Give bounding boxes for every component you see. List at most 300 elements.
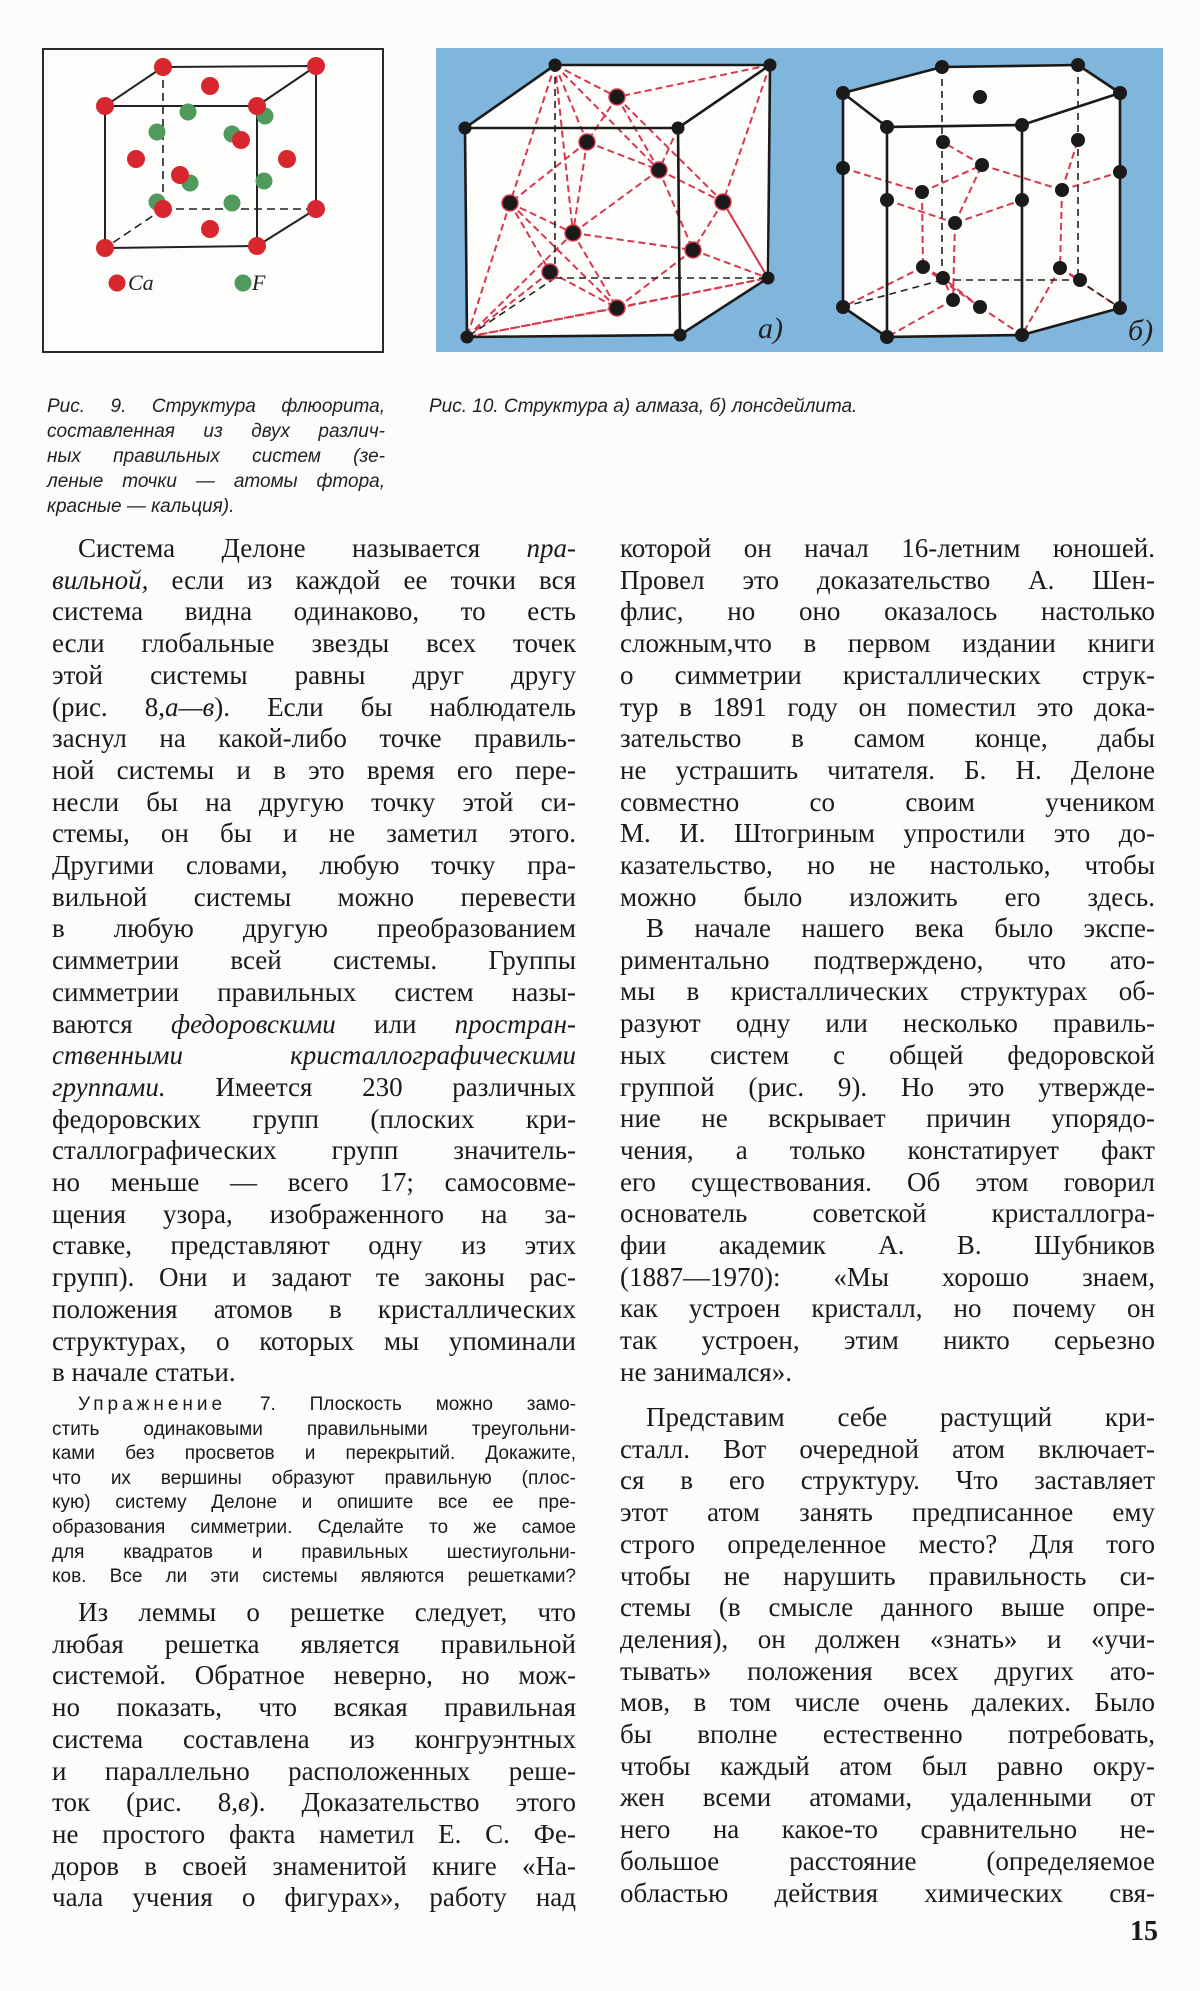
figure-10-diamond-lonsdaleite <box>436 48 1163 352</box>
carbon-atom <box>565 225 581 241</box>
text-run: риментально подтверждено, что ато- <box>620 944 1155 975</box>
text-line <box>620 1230 1155 1262</box>
line-text <box>52 1468 576 1489</box>
line-text <box>620 1040 1155 1070</box>
line-text <box>52 1566 576 1587</box>
text-run: разуют одну или несколько правиль- <box>620 1008 1155 1039</box>
carbon-atom <box>836 161 850 175</box>
calcium-atom <box>171 166 189 184</box>
text-run: в начале статьи. <box>52 1357 236 1388</box>
line-text <box>620 1008 1155 1038</box>
line-text <box>52 1040 576 1070</box>
text-line <box>620 1103 1155 1135</box>
text-run: (1887—1970): «Мы хорошо знаем, <box>620 1261 1155 1292</box>
text-run: положения атомов в кристаллических <box>52 1293 576 1324</box>
text-run: фии академик А. В. Шубников <box>620 1230 1155 1261</box>
line-text <box>620 1135 1155 1165</box>
text-line <box>52 1072 576 1104</box>
text-run: строго определенное место? Для того <box>620 1528 1155 1559</box>
text-line <box>52 1516 576 1541</box>
line-text <box>52 882 576 912</box>
calcium-atom <box>96 97 114 115</box>
text-line <box>620 882 1155 914</box>
text-run: казательство, но не настолько, чтобы <box>620 850 1155 881</box>
text-line <box>620 1751 1155 1783</box>
line-text <box>52 1724 576 1754</box>
text-run: совместно со своим учеником <box>620 786 1155 817</box>
text-line <box>52 1819 576 1851</box>
text-run: которой он начал 16-летним юношей. <box>620 533 1155 563</box>
line-text <box>52 787 576 817</box>
text-line <box>52 565 576 597</box>
line-text <box>620 818 1155 848</box>
line-text <box>52 1629 576 1659</box>
text-line <box>52 1009 576 1041</box>
carbon-atom <box>1071 58 1085 72</box>
text-line <box>620 1592 1155 1624</box>
text-run: чала учения о фигурах», работу над <box>52 1882 576 1913</box>
cube-edge <box>105 67 163 106</box>
carbon-atom <box>836 86 850 100</box>
text-run: и параллельно расположенных реше- <box>52 1755 576 1786</box>
text-line <box>620 913 1155 945</box>
text-line <box>620 1293 1155 1325</box>
line-text <box>52 723 576 753</box>
line-text <box>52 1660 576 1690</box>
text-run: не простого факта наметил Е. С. Фе- <box>52 1818 576 1849</box>
carbon-atom <box>880 120 894 134</box>
text-run: что их вершины образуют правильную (плос- <box>52 1467 576 1489</box>
text-run: система составлена из конгруэнтных <box>52 1723 576 1754</box>
text-run: кую) систему Делоне и опишите все ее пре- <box>52 1492 576 1514</box>
text-run: ставке, представляют одну из этих <box>52 1230 576 1261</box>
text-line <box>620 1529 1155 1561</box>
carbon-atom <box>1113 301 1127 315</box>
text-run: симметрии правильных систем назы- <box>52 976 576 1007</box>
calcium-atom <box>154 200 172 218</box>
line-text <box>620 1719 1155 1749</box>
line-text <box>78 533 576 563</box>
text-line <box>620 1846 1155 1878</box>
text-line <box>52 1756 576 1788</box>
text-line <box>620 1072 1155 1104</box>
label-a: а) <box>758 312 783 345</box>
carbon-atom <box>948 216 962 230</box>
text-run: заснул на какой-либо точке правиль- <box>52 723 576 754</box>
text-run: Имеется 230 различных <box>165 1071 576 1102</box>
line-text <box>620 1624 1155 1654</box>
calcium-atom <box>278 150 296 168</box>
label-b: б) <box>1128 314 1154 347</box>
text-run: стемы (в смысле данного выше опре- <box>620 1592 1155 1623</box>
italic-term: федоровскими <box>170 1008 336 1039</box>
text-line <box>52 1467 576 1492</box>
line-text <box>646 913 1155 943</box>
carbon-atom <box>762 272 775 285</box>
line-text <box>620 1357 792 1387</box>
text-line <box>52 1541 576 1566</box>
text-line <box>52 533 576 565</box>
page-number: 15 <box>1130 1916 1158 1947</box>
legend-f-label: F <box>252 270 266 295</box>
calcium-atom <box>154 58 172 76</box>
text-run: большое расстояние (определяемое <box>620 1845 1155 1876</box>
text-line <box>52 1597 576 1629</box>
line-text <box>620 1167 1155 1197</box>
text-line <box>620 1814 1155 1846</box>
text-run: ние не вскрывает причин упорядо- <box>620 1103 1155 1134</box>
carbon-atom <box>674 329 687 342</box>
line-text <box>620 976 1155 1006</box>
carbon-atom <box>915 185 929 199</box>
text-run: чтобы не нарушить правильность си- <box>620 1560 1155 1591</box>
text-run: ных систем с общей федоровской <box>620 1039 1155 1070</box>
text-line <box>52 1357 576 1389</box>
text-line <box>52 755 576 787</box>
text-run: не занимался». <box>620 1356 792 1387</box>
line-text <box>52 1294 576 1324</box>
text-run: ками без просветов и перекрытий. Докажите, <box>52 1443 576 1465</box>
text-run: в любую другую преобразованием <box>52 913 576 944</box>
legend-ca-label: Ca <box>128 270 154 295</box>
text-run: вильной системы можно перевести <box>52 881 576 912</box>
line-text <box>52 945 576 975</box>
carbon-atom <box>1073 273 1087 287</box>
line-text <box>52 1419 576 1440</box>
line-text <box>52 977 576 1007</box>
text-run: ся в его структуру. Что заставляет <box>620 1465 1155 1496</box>
hidden-edge <box>105 209 163 248</box>
carbon-atom <box>609 89 625 105</box>
crystal-diagrams <box>436 48 1163 352</box>
cube-edge <box>163 66 316 67</box>
line-text <box>620 1846 1155 1876</box>
text-run: мы в кристаллических структурах об- <box>620 976 1155 1007</box>
exercise-label: Упражнение <box>78 1394 227 1415</box>
text-line <box>52 1565 576 1590</box>
line-text <box>52 1819 576 1849</box>
line-text <box>52 1009 576 1039</box>
line-text <box>620 692 1155 722</box>
calcium-atom <box>248 97 266 115</box>
text-line <box>52 1326 576 1358</box>
text-run: доров в своей знаменитой книге «На- <box>52 1850 576 1881</box>
calcium-atom <box>307 200 325 218</box>
text-run: его существования. Об этом говорил <box>620 1166 1155 1197</box>
figure-9-caption <box>47 394 385 519</box>
text-line <box>52 723 576 755</box>
text-line <box>620 787 1155 819</box>
text-line <box>52 1199 576 1231</box>
carbon-atom <box>715 194 731 210</box>
calcium-atom <box>201 77 219 95</box>
text-run: Провел это доказательство А. Шен- <box>620 564 1155 595</box>
line-text <box>52 1262 576 1292</box>
text-run: образования симметрии. Сделайте то же самое <box>52 1516 576 1538</box>
line-text <box>620 1262 1155 1292</box>
carbon-atom <box>936 135 950 149</box>
text-line <box>52 1491 576 1516</box>
exercise-7 <box>52 1393 576 1590</box>
carbon-atom <box>975 158 989 172</box>
line-text <box>52 1787 576 1817</box>
carbon-atom <box>672 122 685 135</box>
carbon-atom <box>685 242 701 258</box>
text-line <box>52 882 576 914</box>
text-run: как устроен кристалл, но почему он <box>620 1293 1155 1324</box>
text-line <box>52 913 576 945</box>
line-text <box>52 596 576 626</box>
text-run: если глобальные звезды всех точек <box>52 628 576 659</box>
text-line <box>620 692 1155 724</box>
carbon-atom <box>609 300 625 316</box>
line-text <box>620 1687 1155 1717</box>
line-text <box>620 1497 1155 1527</box>
line-text <box>620 1465 1155 1495</box>
line-text <box>620 850 1155 880</box>
fluorine-atom <box>180 104 197 121</box>
cube-edge <box>105 246 257 248</box>
text-line <box>52 1294 576 1326</box>
line-text <box>52 1882 576 1912</box>
text-line <box>52 660 576 692</box>
text-run: симметрии всей системы. Группы <box>52 945 576 976</box>
text-line <box>52 1230 576 1262</box>
text-line <box>620 1878 1155 1910</box>
carbon-atom <box>542 264 558 280</box>
calcium-atom <box>232 131 250 149</box>
text-run: но меньше — всего 17; самосовме- <box>52 1167 576 1198</box>
text-run: Представим себе растущий кри- <box>646 1402 1155 1432</box>
carbon-atom <box>916 260 930 274</box>
text-run: этот атом занять предписанное ему <box>620 1497 1155 1528</box>
caption-line: леные точки — атомы фтора, <box>47 471 385 492</box>
text-line <box>620 1135 1155 1167</box>
line-text <box>620 1561 1155 1591</box>
text-run: сложным,что в первом издании книги <box>620 628 1155 659</box>
carbon-atom <box>1015 118 1029 132</box>
cube-edge <box>257 66 316 106</box>
carbon-atom <box>973 300 987 314</box>
line-text <box>620 1878 1155 1908</box>
text-line <box>52 1393 576 1418</box>
calcium-atom <box>127 150 145 168</box>
fluorine-atom <box>224 195 241 212</box>
text-run: ). Если бы наблюдатель <box>214 691 576 722</box>
text-line <box>620 1167 1155 1199</box>
text-run: этой системы равны друг другу <box>52 659 576 690</box>
caption-line: Рис. 9. Структура флюорита, <box>47 396 385 417</box>
text-run: ток (рис. 8, <box>52 1787 239 1818</box>
carbon-atom <box>579 134 595 150</box>
text-line <box>52 596 576 628</box>
text-line <box>52 1167 576 1199</box>
italic-term: группами. <box>52 1071 166 1102</box>
text-run: система видна одинаково, то есть <box>52 596 576 627</box>
line-text <box>620 628 1155 658</box>
text-line <box>52 1882 576 1914</box>
text-run: о симметрии кристаллических струк- <box>620 659 1155 690</box>
text-run: ваются <box>52 1008 171 1039</box>
text-run: сталл. Вот очередной атом включает- <box>620 1433 1155 1464</box>
text-line <box>52 818 576 850</box>
line-text <box>620 533 1155 563</box>
text-run: ков. Все ли эти системы являются решетками? <box>52 1566 576 1588</box>
text-run: группой (рис. 9). Но это утвержде- <box>620 1071 1155 1102</box>
text-run: не устрашить читателя. Б. Н. Делоне <box>620 754 1155 785</box>
text-line <box>620 628 1155 660</box>
text-line <box>52 1851 576 1883</box>
text-run: стемы, он бы и не заметил этого. <box>52 818 576 849</box>
text-run: если из каждой ее точки вся <box>148 564 576 595</box>
text-run: зательство в самом конце, дабы <box>620 723 1155 754</box>
carbon-atom <box>1055 183 1069 197</box>
text-line <box>52 1418 576 1443</box>
text-run: Система Делоне называется <box>78 533 527 563</box>
line-text <box>52 755 576 785</box>
line-text <box>52 1517 576 1538</box>
text-line <box>52 1787 576 1819</box>
line-text <box>620 1072 1155 1102</box>
text-run: стить одинаковыми правильными треугольни- <box>52 1418 576 1440</box>
text-line <box>52 1629 576 1661</box>
italic-term: простран- <box>454 1008 576 1039</box>
text-line <box>52 1104 576 1136</box>
line-text <box>620 882 1155 912</box>
cube-edge <box>257 209 316 246</box>
carbon-atom <box>946 293 960 307</box>
text-line <box>620 755 1155 787</box>
line-text <box>620 1814 1155 1844</box>
carbon-atom <box>549 59 562 72</box>
text-line <box>620 565 1155 597</box>
line-text <box>620 945 1155 975</box>
text-line <box>52 1442 576 1467</box>
text-line <box>52 1724 576 1756</box>
text-line <box>52 1660 576 1692</box>
left-lemma-paragraph <box>52 1597 576 1914</box>
line-text <box>52 1492 576 1513</box>
text-line <box>620 818 1155 850</box>
line-text <box>52 850 576 880</box>
text-line <box>620 1782 1155 1814</box>
line-text <box>620 1230 1155 1260</box>
text-run: групп). Они и задают те законы рас- <box>52 1262 576 1293</box>
text-run: но показать, что всякая правильная <box>52 1692 576 1723</box>
text-line <box>52 977 576 1009</box>
calcium-atom <box>96 239 114 257</box>
text-line <box>620 1198 1155 1230</box>
line-text <box>52 628 576 658</box>
line-text <box>52 1692 576 1722</box>
text-run: (рис. 8, <box>52 691 166 722</box>
text-line <box>620 945 1155 977</box>
calcium-atom <box>248 237 266 255</box>
text-line <box>620 1561 1155 1593</box>
text-run: для квадратов и правильных шестиугольни- <box>52 1541 576 1563</box>
line-text <box>620 787 1155 817</box>
line-text <box>620 1656 1155 1686</box>
legend-f-dot <box>235 275 252 292</box>
text-line <box>620 533 1155 565</box>
text-run: системой. Обратное неверно, но мож- <box>52 1660 576 1691</box>
text-run: М. И. Штогриным упростили это до- <box>620 818 1155 849</box>
text-run: областью действия химических свя- <box>620 1877 1155 1908</box>
line-text <box>620 1198 1155 1228</box>
line-text <box>620 660 1155 690</box>
line-text <box>620 1325 1155 1355</box>
line-text <box>52 565 576 595</box>
line-text <box>52 1756 576 1786</box>
carbon-atom <box>1113 86 1127 100</box>
carbon-atom <box>836 300 850 314</box>
carbon-atom <box>935 60 949 74</box>
italic-term: а—в <box>165 691 215 722</box>
line-text <box>52 818 576 848</box>
right-paragraph-2 <box>620 913 1155 1389</box>
carbon-atom <box>1015 328 1029 342</box>
text-line <box>620 1656 1155 1688</box>
text-run: федоровских групп (плоских кри- <box>52 1103 576 1134</box>
text-line <box>620 723 1155 755</box>
carbon-atom <box>461 331 474 344</box>
text-line <box>52 787 576 819</box>
fluorine-atom <box>149 124 166 141</box>
line-text <box>52 1135 576 1165</box>
text-run: тывать» положения всех других ато- <box>620 1655 1155 1686</box>
line-text <box>620 1782 1155 1812</box>
line-text <box>52 1230 576 1260</box>
calcium-atom <box>307 57 325 75</box>
line-text <box>52 1072 576 1102</box>
figure-9-fluorite-structure <box>42 48 384 353</box>
line-text <box>52 1199 576 1229</box>
left-body-text <box>52 533 576 1389</box>
text-run: можно было изложить его здесь. <box>620 881 1155 912</box>
fluorite-diagram <box>44 50 382 351</box>
carbon-atom <box>1113 165 1127 179</box>
text-run: флис, но оно оказалось настолько <box>620 596 1155 627</box>
line-text <box>52 913 576 943</box>
text-line <box>620 1325 1155 1357</box>
text-line <box>620 1262 1155 1294</box>
text-line <box>620 850 1155 882</box>
line-text <box>620 1592 1155 1622</box>
right-paragraph-3 <box>620 1402 1155 1909</box>
text-line <box>620 1465 1155 1497</box>
legend-ca-dot <box>109 275 126 292</box>
text-run: структурах, о которых мы упоминали <box>52 1325 576 1356</box>
carbon-atom <box>936 271 950 285</box>
italic-term: в <box>238 1787 250 1818</box>
text-run: ной системы и в это время его пере- <box>52 754 576 785</box>
line-text <box>646 1402 1155 1432</box>
text-line <box>52 692 576 724</box>
caption-line: красные — кальция). <box>47 496 235 517</box>
text-run: жен всеми атомами, удаленными от <box>620 1782 1155 1813</box>
text-run: щения узора, изображенного на за- <box>52 1198 576 1229</box>
text-run: чтобы каждый атом был равно окру- <box>620 1750 1155 1781</box>
line-text <box>52 1167 576 1197</box>
text-line <box>52 1262 576 1294</box>
text-line <box>620 1008 1155 1040</box>
carbon-atom <box>459 122 472 135</box>
text-run: тур в 1891 году он поместил это дока- <box>620 691 1155 722</box>
line-text <box>78 1597 576 1627</box>
text-line <box>620 1357 1155 1389</box>
text-line <box>620 660 1155 692</box>
text-line <box>620 1687 1155 1719</box>
